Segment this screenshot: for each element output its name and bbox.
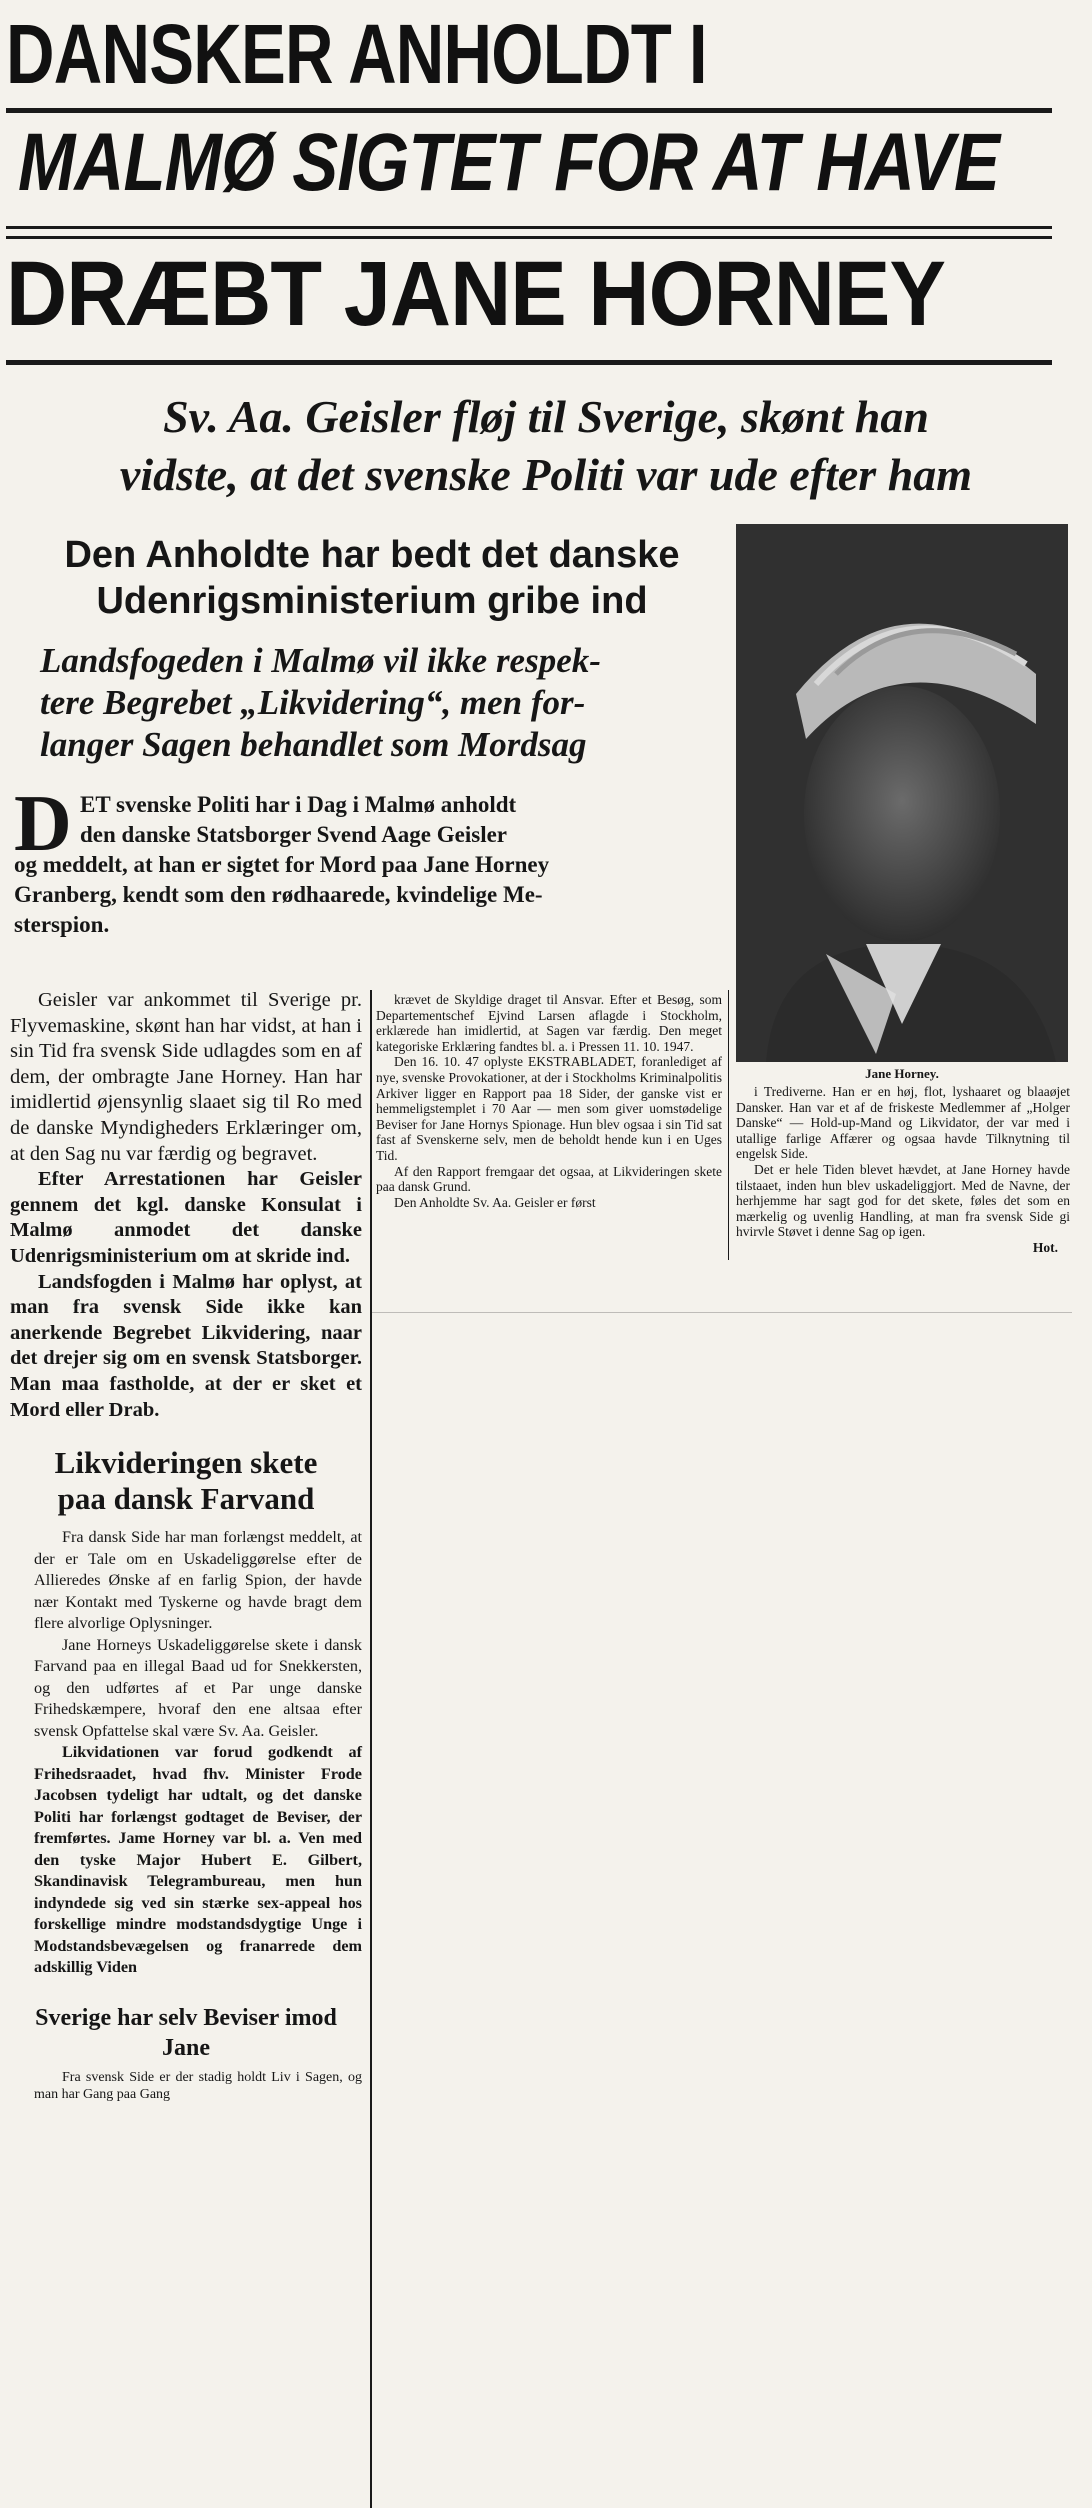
col3-p2: Det er hele Tiden blevet hævdet, at Jane Horney havde tilstaaet, inden hun blev uskadeliggjort. Med de Navne, der herhjemme har sagt god for det skete, føles det som en mærkelig og uvenlig Handling, at man fra svensk Side gi hvirvle Støvet i denne Sag op igen. <box>736 1161 1070 1240</box>
col1-p6: Likvidationen var forud godkendt af Frihedsraadet, hvad fhv. Minister Frode Jacobsen tydeligt har udtalt, og det danske Politi har forlængst godtaget de Beviser, der fremførtes. Jame Horney var bl. a. Ven med den tyske Major Hubert E. Gilbert, Skandinavisk Telegrambureau, men hun indyndede sig ved sin stærke sex-appeal hos forskellige mindre modstandsdygtige Unge i Modstandsbevægelsen og franarrede dem adskillig Viden <box>34 1743 362 1977</box>
lead-paragraph <box>14 780 729 940</box>
deck-italic-line2: tere Begrebet „Likvidering“, men for- <box>40 683 586 722</box>
subhead-line1: Sv. Aa. Geisler fløj til Sverige, skønt han <box>163 391 929 442</box>
col3-p1: i Trediverne. Han er en høj, flot, lyshaaret og blaaøjet Dansker. Han var et af de friskeste Medlemmer af „Holger Danske“ — Hold-up-Mand og Likvidator, der var med i utallige farlige Affærer og ogsaa havde Tilknytning til engelsk Side. <box>736 1084 1070 1162</box>
col2-p1: krævet de Skyldige draget til Ansvar. Efter et Besøg, som Departementschef Ejvind Larsen aflagde i Stockholm, erklærede han imidlertid, at Sagen var færdig. Den meget kategoriske Erklæring fandtes bl. a. i Pressen 11. 10. 1947. <box>376 992 722 1054</box>
lead-line5: sterspion. <box>14 912 110 937</box>
column-rule-2 <box>728 990 729 1260</box>
col2-p2: Den 16. 10. 47 oplyste EKSTRABLADET, foranlediget af nye, svenske Provokationer, at der i Stockholms Kriminalpolitis Arkiver ligger en Rapport paa 18 Sider, der ganske vist er hemmeligstemplet i 70 Aar — men som giver uomstødelige Beviser for Jane Hornys Spionage. Hun blev ogsaa i sin Tid sat fast af Svenskerne selv, men de beholdt hende kun i en Uges Tid. <box>376 1054 722 1163</box>
lead-line2: den danske Statsborger Svend Aage Geisler <box>80 822 508 847</box>
headline-line2: MALMØ SIGTET FOR AT HAVE <box>18 117 1000 208</box>
col1-text <box>10 988 362 1423</box>
column-3 <box>736 1084 1070 1256</box>
headline-rule-1 <box>6 108 1052 113</box>
photo-caption: Jane Horney. <box>865 1066 939 1081</box>
col1-subhead2: Sverige har selv Beviser imod Jane <box>35 2004 337 2061</box>
headline-line1: DANSKER ANHOLDT I <box>6 7 707 101</box>
col1-p7: Fra svensk Side er der stadig holdt Liv i Sagen, og man har Gang paa Gang <box>34 2069 362 2102</box>
deck-italic-line1: Landsfogeden i Malmø vil ikke respek- <box>40 641 601 680</box>
headline-line3: DRÆBT JANE HORNEY <box>6 243 946 345</box>
subhead <box>0 388 1092 504</box>
headline-rule-3 <box>6 236 1052 239</box>
deck-sans-line2: Udenrigsministerium gribe ind <box>96 580 648 622</box>
col2-p4: Den Anholdte Sv. Aa. Geisler er først <box>394 1194 596 1210</box>
deck-sans <box>12 532 732 624</box>
col3-signature: Hot. <box>1032 1239 1058 1255</box>
lead-dropcap: D <box>14 780 72 868</box>
column-2 <box>376 992 722 1210</box>
lead-line1: ET svenske Politi har i Dag i Malmø anholdt <box>80 792 517 817</box>
col1-text-3 <box>10 2069 362 2103</box>
col1-subhead: Likvideringen skete paa dansk Farvand <box>54 1445 318 1517</box>
portrait-photo <box>736 524 1068 1062</box>
subhead-line2: vidste, at det svenske Politi var ude efter ham <box>119 449 973 500</box>
headline-rule-4 <box>6 360 1052 365</box>
col1-p1: Geisler var ankommet til Sverige pr. Flyvemaskine, skønt han har vidst, at han i sin Tid fra svensk Side udlagdes som en af dem, der ombragte Jane Horney. Han har imidlertid øjensynlig slaaet sig til Ro med de danske Myndigheders Erklæringer om, at den Sag nu var færdig og begravet. <box>10 989 362 1165</box>
column-rule-1 <box>370 990 372 2508</box>
lead-line4: Granberg, kendt som den rødhaarede, kvindelige Me- <box>14 882 543 907</box>
col1-p2: Efter Arrestationen har Geisler gennem det kgl. danske Konsulat i Malmø anmodet det danske Udenrigsministerium om at skride ind. <box>10 1168 362 1267</box>
col2-p3: Af den Rapport fremgaar det ogsaa, at Likvideringen skete paa dansk Grund. <box>376 1163 722 1195</box>
col1-p4: Fra dansk Side har man forlængst meddelt, at der er Tale om en Uskadeliggørelse efter de Allieredes Ønske af en farlig Spion, der havde nær Kontakt med Tyskerne og havde bragt dem flere alvorlige Oplysninger. <box>34 1528 362 1633</box>
article-bottom-rule <box>372 1312 1072 1313</box>
col1-p3: Landsfogden i Malmø har oplyst, at man fra svensk Side ikke kan anerkende Begrebet Likvidering, naar det drejer sig om en svensk Statsborger. Man maa fastholde, at der er sket et Mord eller Drab. <box>10 1270 362 1421</box>
lead-line3: og meddelt, at han er sigtet for Mord paa Jane Horney <box>14 852 550 877</box>
column-1 <box>10 988 362 2103</box>
col1-text-2 <box>10 1527 362 1979</box>
col1-p5: Jane Horneys Uskadeliggørelse skete i dansk Farvand paa en illegal Baad ud for Snekkersten, og den udførtes af et Par unge danske Frihedskæmpere, hvoraf den ene altsaa efter svensk Opfattelse skal være Sv. Aa. Geisler. <box>34 1635 362 1740</box>
deck-italic <box>40 640 720 766</box>
portrait-image <box>736 524 1068 1062</box>
deck-sans-line1: Den Anholdte har bedt det danske <box>64 534 680 576</box>
headline-rule-2 <box>6 226 1052 229</box>
deck-italic-line3: langer Sagen behandlet som Mordsag <box>40 725 587 764</box>
